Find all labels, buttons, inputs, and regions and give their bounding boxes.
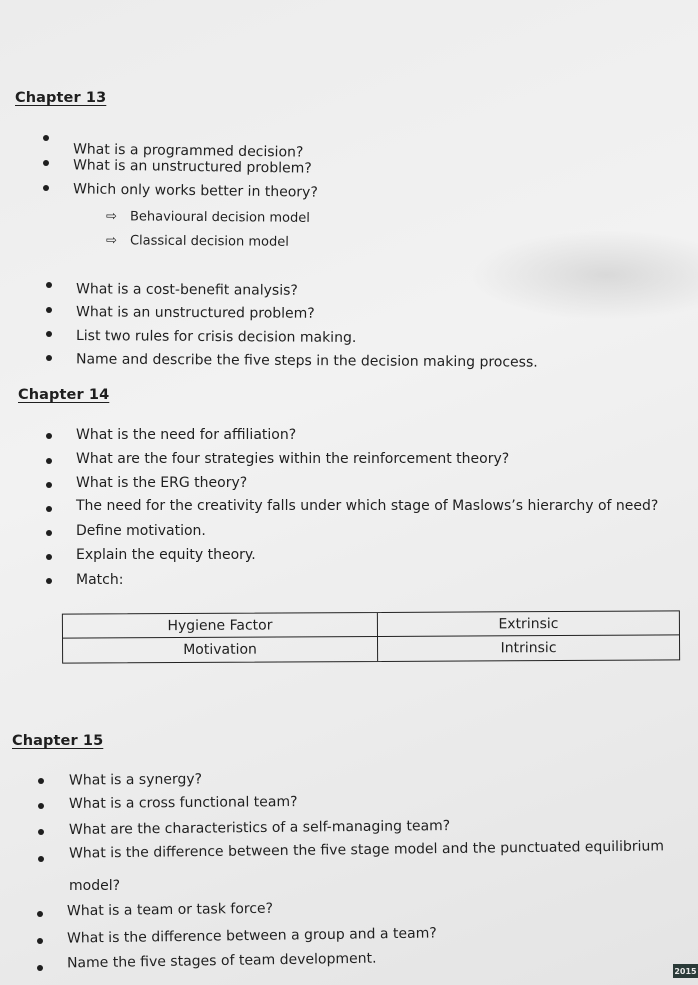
bullet <box>37 911 43 917</box>
bullet <box>46 433 52 439</box>
question-item: Which only works better in theory? <box>72 181 318 201</box>
bullet <box>38 856 44 862</box>
bullet <box>38 803 44 809</box>
question-item-continued: model? <box>69 878 121 894</box>
option-item <box>106 233 289 250</box>
question-item: What is a cost-benefit analysis? <box>75 281 298 299</box>
question-item: What are the characteristics of a self-managing team? <box>68 818 451 838</box>
bullet <box>46 458 52 464</box>
question-item: What are the four strategies within the reinforcement theory? <box>76 451 510 467</box>
table-cell: Motivation <box>63 637 378 663</box>
question-item: Name and describe the five steps in the decision making process. <box>75 351 538 371</box>
bullet <box>38 778 44 784</box>
question-item: What is a cross functional team? <box>68 794 298 812</box>
bullet <box>43 185 49 191</box>
question-item: What is an unstructured problem? <box>72 157 312 177</box>
question-item: What is a synergy? <box>68 771 203 789</box>
question-item: Name the five stages of team development. <box>66 950 377 972</box>
bullet <box>46 578 52 584</box>
table-cell: Hygiene Factor <box>63 613 378 639</box>
question-item: What is the ERG theory? <box>76 475 248 491</box>
question-item: Match: <box>76 572 124 588</box>
bullet <box>38 829 44 835</box>
question-item: What is the need for affiliation? <box>76 427 297 443</box>
bullet <box>46 482 52 488</box>
bullet <box>46 554 52 560</box>
bullet <box>46 506 52 512</box>
page-shadow <box>470 230 698 320</box>
bullet <box>43 160 49 166</box>
bullet <box>43 135 49 141</box>
option-item <box>106 209 310 226</box>
chapter-15-heading: Chapter 15 <box>12 733 104 749</box>
table-cell: Extrinsic <box>378 611 679 637</box>
question-item: What is a programmed decision? <box>72 141 304 161</box>
question-item: What is a team or task force? <box>66 900 274 920</box>
arrow-right-icon: ⇨ <box>105 209 117 225</box>
chapter-14-heading: Chapter 14 <box>18 387 110 403</box>
question-item: The need for the creativity falls under which stage of Maslows’s hierarchy of need? <box>76 498 659 514</box>
bullet <box>37 938 43 944</box>
bullet <box>46 282 52 288</box>
year-stamp: 2015 <box>673 964 698 978</box>
bullet <box>37 965 43 971</box>
question-item: List two rules for crisis decision making. <box>75 328 357 346</box>
question-item: Explain the equity theory. <box>76 547 256 563</box>
arrow-right-icon: ⇨ <box>105 233 117 249</box>
chapter-13-heading: Chapter 13 <box>15 90 107 106</box>
match-table <box>62 610 680 663</box>
option-label: Behavioural decision model <box>129 209 310 226</box>
question-item: What is the difference between a group and a team? <box>66 925 437 947</box>
bullet <box>46 355 52 361</box>
bullet <box>46 530 52 536</box>
bullet <box>46 307 52 313</box>
bullet <box>46 331 52 337</box>
question-item: What is the difference between the five stage model and the punctuated equilibrium <box>68 838 665 862</box>
table-cell: Intrinsic <box>500 640 557 657</box>
question-item: What is an unstructured problem? <box>75 304 315 322</box>
option-label: Classical decision model <box>129 233 289 250</box>
question-item: Define motivation. <box>76 523 206 539</box>
